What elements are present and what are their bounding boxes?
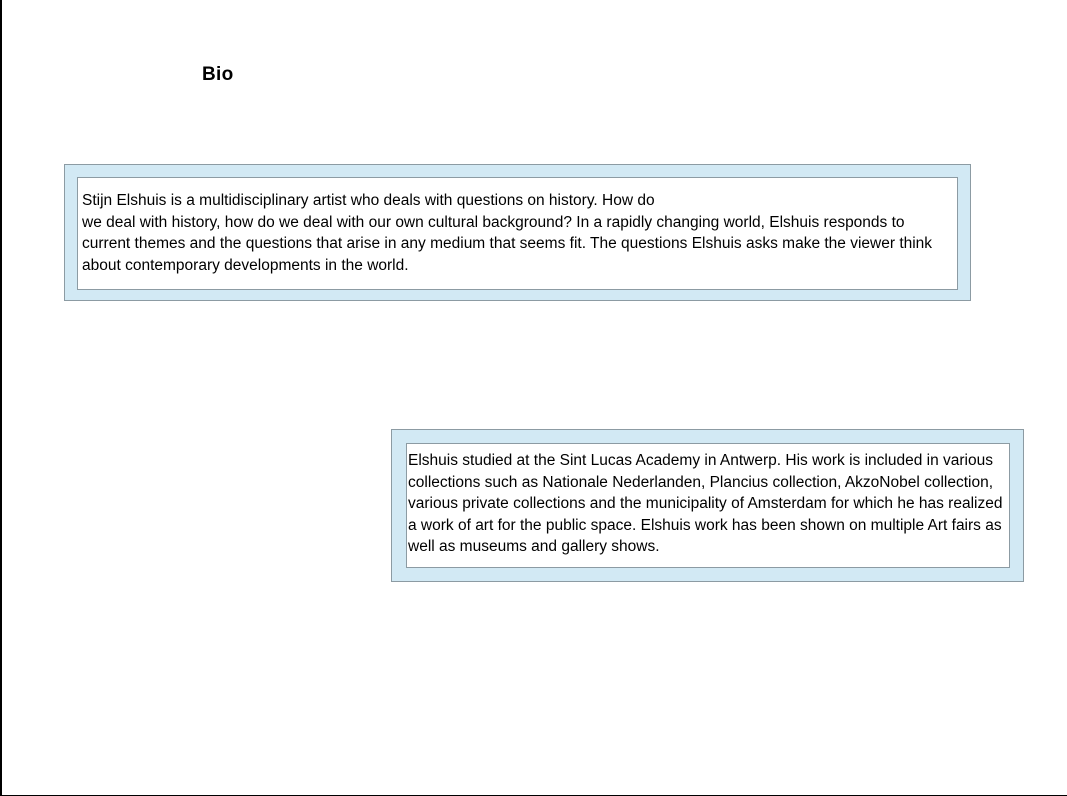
bio-panel-education bbox=[391, 429, 1024, 582]
bio-text-box-education bbox=[406, 443, 1010, 568]
page-title: Bio bbox=[202, 64, 234, 85]
bio-panel-intro bbox=[64, 164, 971, 301]
bio-paragraph-intro: Stijn Elshuis is a multidisciplinary artist who deals with questions on history. How do we deal with history, how do we deal with our own cultural background? In a rapidly changing world, Elshuis responds to current themes and the questions that arise in any medium that seems fit. The questions Elshuis asks make the viewer think about contemporary developments in the world. bbox=[82, 192, 933, 274]
bio-paragraph-education: Elshuis studied at the Sint Lucas Academy in Antwerp. His work is included in various collections such as Nationale Nederlanden, Plancius collection, AkzoNobel collection, various private collections and the municipality of Amsterdam for which he has realized a work of art for the public space. Elshuis work has been shown on multiple Art fairs as well as museums and gallery shows. bbox=[408, 452, 1003, 556]
bio-text-box-intro bbox=[77, 177, 958, 290]
